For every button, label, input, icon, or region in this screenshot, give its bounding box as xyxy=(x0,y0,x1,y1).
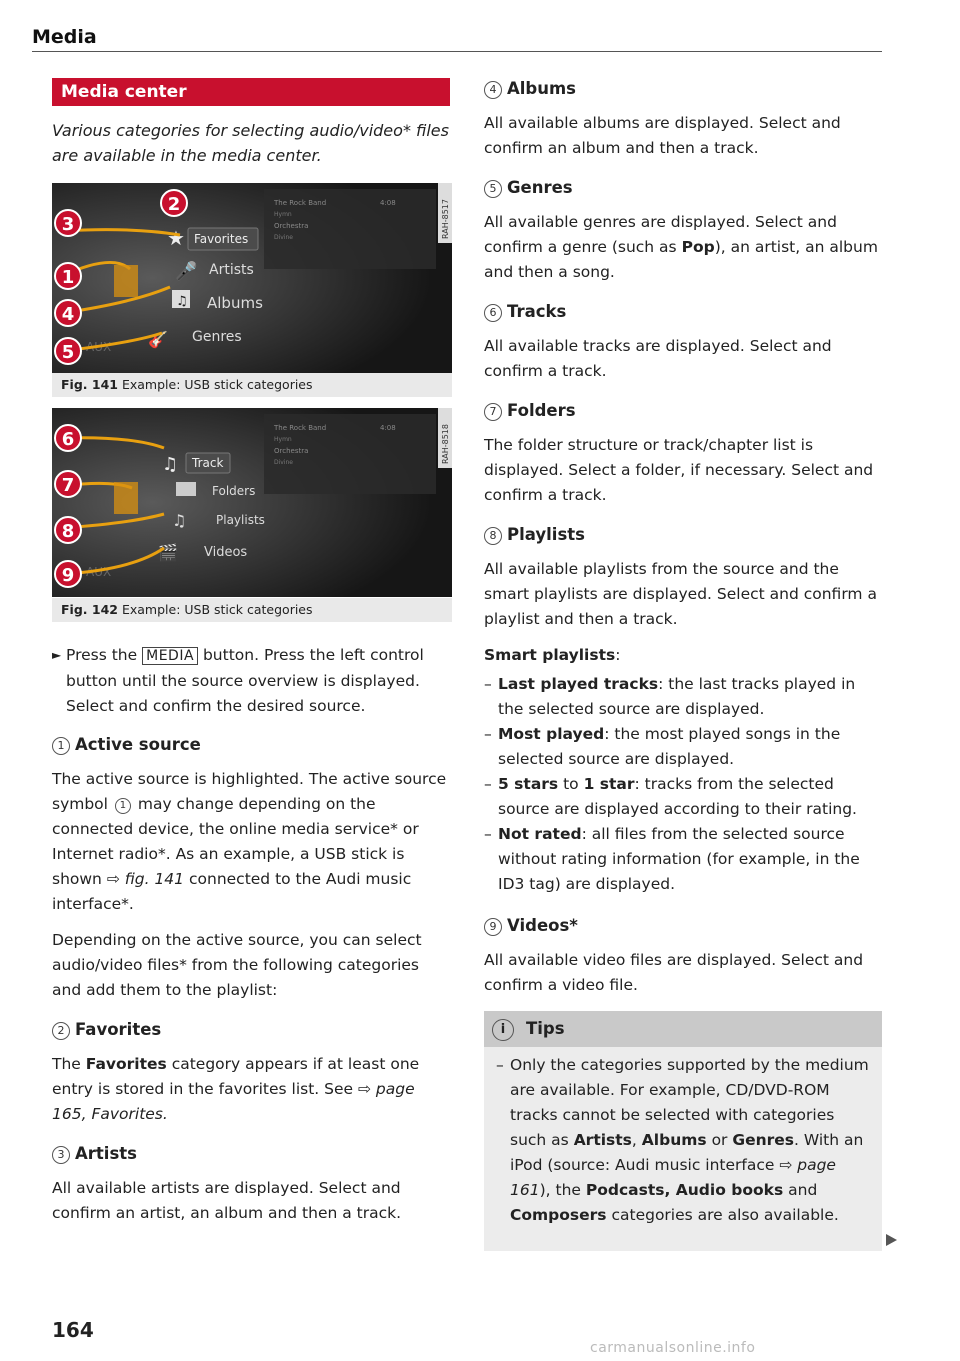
svg-text:1: 1 xyxy=(61,267,75,288)
heading-playlists: 8 Playlists xyxy=(484,522,884,547)
page-number: 164 xyxy=(52,1318,94,1342)
callout-9 xyxy=(55,561,81,587)
track-time: 4:08 xyxy=(380,199,396,207)
smart-playlists-heading: Smart playlists: xyxy=(484,646,621,664)
menu-genres: Genres xyxy=(192,329,242,345)
usb-stick-icon xyxy=(114,265,138,297)
list-item-3: Orchestra xyxy=(274,222,309,230)
watermark: carmanualsonline.info xyxy=(590,1340,756,1356)
svg-text:2: 2 xyxy=(167,194,181,215)
menu-folders: Folders xyxy=(212,484,256,498)
figure-label: Fig. 142 xyxy=(61,602,118,617)
music-note-icon: ♫ xyxy=(162,454,179,475)
heading-active-source: 1 Active source xyxy=(52,732,452,757)
heading-albums: 4 Albums xyxy=(484,76,884,101)
list-item: – Last played tracks: the last tracks played in the selected source are displayed. xyxy=(484,672,884,722)
menu-playlists: Playlists xyxy=(216,513,265,527)
tips-header: i Tips xyxy=(484,1011,882,1047)
callout-4 xyxy=(55,300,81,326)
callout-2 xyxy=(161,190,187,216)
page-reference[interactable]: ⇨ page 161 xyxy=(510,1156,836,1199)
svg-text:9: 9 xyxy=(61,565,75,586)
track-time: 4:08 xyxy=(380,424,396,432)
active-source-text: The active source is highlighted. The active source symbol 1 may change depending on the connected device, the online media service* or Internet radio*. As an example, a USB stick is shown ⇨ fig. 141 connected to the Audi music interface*. xyxy=(52,770,447,913)
microphone-icon: 🎤 xyxy=(175,261,198,282)
genres-text: All available genres are displayed. Select and confirm a genre (such as Pop), an artist, an album and then a song. xyxy=(484,213,878,281)
figure-141-illustration xyxy=(52,183,452,373)
video-icon: 🎬 xyxy=(158,543,178,562)
figure-label: Fig. 141 xyxy=(61,377,118,392)
menu-artists: Artists xyxy=(209,262,254,278)
page-reference[interactable]: ⇨ page 165, Favorites. xyxy=(52,1080,415,1123)
list-item: – Only the categories supported by the medium are available. For example, CD/DVD-ROM tracks cannot be selected with categories such as Artists, Albums or Genres. With an iPod (source: Audi music interface ⇨ page 161), the Podcasts, Audio books and Composers categories are also available. xyxy=(496,1053,872,1228)
heading-tracks: 6 Tracks xyxy=(484,299,884,324)
menu-videos: Videos xyxy=(204,545,248,560)
step-arrow-icon: ► xyxy=(52,648,62,662)
media-key: MEDIA xyxy=(142,647,198,665)
aux-label: AUX xyxy=(86,565,112,579)
callout-7 xyxy=(55,471,81,497)
list-item: – 5 stars to 1 star: tracks from the selected source are displayed according to their rating. xyxy=(484,772,884,822)
figure-code: RAH-8518 xyxy=(441,424,450,464)
svg-text:8: 8 xyxy=(61,521,75,542)
tips-list xyxy=(496,1053,872,1228)
list-item: – Most played: the most played songs in the selected source are displayed. xyxy=(484,722,884,772)
categories-intro: Depending on the active source, you can select audio/video files* from the following categories and add them to the playlist: xyxy=(52,931,422,999)
svg-text:♫: ♫ xyxy=(176,294,188,309)
folders-text: The folder structure or track/chapter list is displayed. Select a folder, if necessary. Select and confirm a track. xyxy=(484,436,874,504)
figure-caption-text: Example: USB stick categories xyxy=(121,602,313,617)
list-item-4: Divine xyxy=(274,459,293,466)
section-title: Media xyxy=(32,26,97,48)
heading-folders: 7 Folders xyxy=(484,398,884,423)
svg-text:3: 3 xyxy=(61,214,75,235)
figure-reference[interactable]: ⇨ fig. 141 xyxy=(106,870,185,888)
tracks-text: All available tracks are displayed. Select and confirm a track. xyxy=(484,337,832,380)
aux-label: AUX xyxy=(86,340,112,354)
list-item: – Not rated: all files from the selected source without rating information (for example, in the ID3 tag) are displayed. xyxy=(484,822,884,897)
albums-text: All available albums are displayed. Select and confirm an album and then a track. xyxy=(484,114,841,157)
folder-icon xyxy=(176,482,196,496)
callout-5 xyxy=(55,338,81,364)
svg-text:5: 5 xyxy=(61,342,75,363)
svg-text:6: 6 xyxy=(61,429,75,450)
heading-favorites: 2 Favorites xyxy=(52,1017,452,1042)
intro-text: Various categories for selecting audio/video* files are available in the media center. xyxy=(52,121,449,165)
instruction-step: ► Press the MEDIA button. Press the left control button until the source overview is displayed. Select and confirm the desired source. xyxy=(52,643,452,719)
heading-videos: 9 Videos* xyxy=(484,913,884,938)
heading-artists: 3 Artists xyxy=(52,1141,452,1166)
list-item-1: The Rock Band xyxy=(274,199,327,207)
figure-142-caption xyxy=(52,598,452,622)
callout-number: 1 xyxy=(52,737,70,755)
menu-albums: Albums xyxy=(207,294,263,312)
list-item-4: Divine xyxy=(274,234,293,241)
star-icon: ★ xyxy=(167,226,185,250)
figure-code: RAH-8517 xyxy=(441,199,450,239)
playlist-icon: ♫ xyxy=(172,511,187,530)
tips-body xyxy=(484,1047,882,1251)
menu-track: Track xyxy=(192,456,224,470)
list-item-2: Hymn xyxy=(274,436,292,443)
heading-genres: 5 Genres xyxy=(484,175,884,200)
guitar-icon: 🎸 xyxy=(148,330,168,349)
usb-stick-icon xyxy=(114,482,138,514)
figure-141 xyxy=(52,183,452,373)
callout-1 xyxy=(55,263,81,289)
artists-text: All available artists are displayed. Select and confirm an artist, an album and then a track. xyxy=(52,1179,402,1222)
svg-text:7: 7 xyxy=(61,475,75,496)
callout-8 xyxy=(55,517,81,543)
list-item-1: The Rock Band xyxy=(274,424,327,432)
favorites-text: The Favorites category appears if at least one entry is stored in the favorites list. See ⇨ page 165, Favorites. xyxy=(52,1055,420,1123)
list-item-3: Orchestra xyxy=(274,447,309,455)
svg-text:4: 4 xyxy=(61,304,75,325)
figure-141-caption xyxy=(52,373,452,397)
callout-3 xyxy=(55,210,81,236)
callout-number: 1 xyxy=(115,798,131,814)
playlists-text: All available playlists from the source and the smart playlists are displayed. Select and confirm a playlist and then a track. xyxy=(484,560,877,628)
header-divider xyxy=(32,51,882,52)
list-item-2: Hymn xyxy=(274,211,292,218)
chapter-heading: Media center xyxy=(52,78,450,106)
figure-142 xyxy=(52,408,452,597)
figure-caption-text: Example: USB stick categories xyxy=(121,377,313,392)
figure-142-illustration xyxy=(52,408,452,597)
smart-playlists-list xyxy=(484,672,884,897)
menu-favorites: Favorites xyxy=(194,232,249,246)
callout-6 xyxy=(55,425,81,451)
videos-text: All available video files are displayed. Select and confirm a video file. xyxy=(484,951,864,994)
continue-arrow-icon xyxy=(886,1234,897,1246)
info-icon: i xyxy=(492,1019,514,1041)
